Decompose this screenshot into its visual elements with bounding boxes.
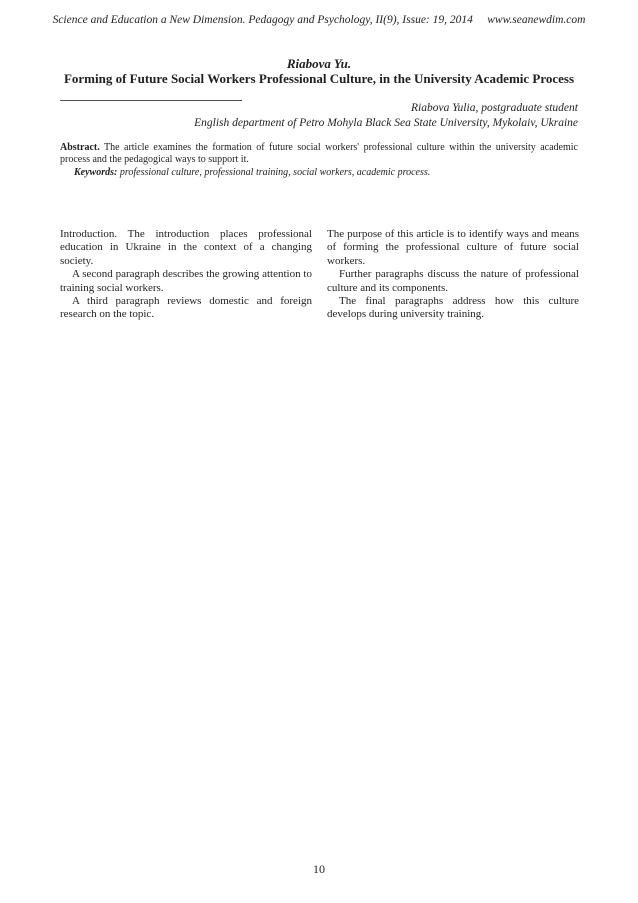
page-number: 10 <box>313 862 325 876</box>
abstract-label: Abstract. <box>60 142 100 153</box>
body-column-left <box>60 228 312 322</box>
affiliation-line-1: Riabova Yulia, postgraduate student <box>411 102 578 114</box>
body-paragraph: Introduction. The introduction places professional education in Ukraine in the context of a changing society. <box>60 228 312 267</box>
affiliation <box>60 101 578 131</box>
body-column-right <box>327 228 579 322</box>
keywords-paragraph <box>60 167 578 179</box>
body-paragraph: The final paragraphs address how this culture develops during university training. <box>327 295 579 321</box>
journal-website: www.seanewdim.com <box>487 14 586 26</box>
body-paragraph: A second paragraph describes the growing attention to training social workers. <box>60 268 312 294</box>
keywords-label: Keywords: <box>74 166 118 178</box>
journal-header <box>50 14 588 26</box>
body-paragraph: A third paragraph reviews domestic and foreign research on the topic. <box>60 295 312 321</box>
keywords-text: professional culture, professional training, social workers, academic process. <box>119 166 431 178</box>
affiliation-line-2: English department of Petro Mohyla Black Sea State University, Mykolaiv, Ukraine <box>194 117 578 129</box>
article-author: Riabova Yu. <box>286 56 352 71</box>
abstract-paragraph <box>60 142 578 167</box>
body-paragraph: Further paragraphs discuss the nature of professional culture and its components. <box>327 268 579 294</box>
journal-name: Science and Education a New Dimension. Pedagogy and Psychology, II(9), Issue: 19, 2014 <box>52 14 473 26</box>
body-paragraph: The purpose of this article is to identify ways and means of forming the professional culture of future social workers. <box>327 228 579 267</box>
abstract-block <box>60 142 578 179</box>
abstract-text: The article examines the formation of future social workers' professional culture within the university academic process and the pedagogical ways to support it. <box>60 142 578 166</box>
article-title: Forming of Future Social Workers Professional Culture, in the University Academic Process <box>63 71 575 86</box>
